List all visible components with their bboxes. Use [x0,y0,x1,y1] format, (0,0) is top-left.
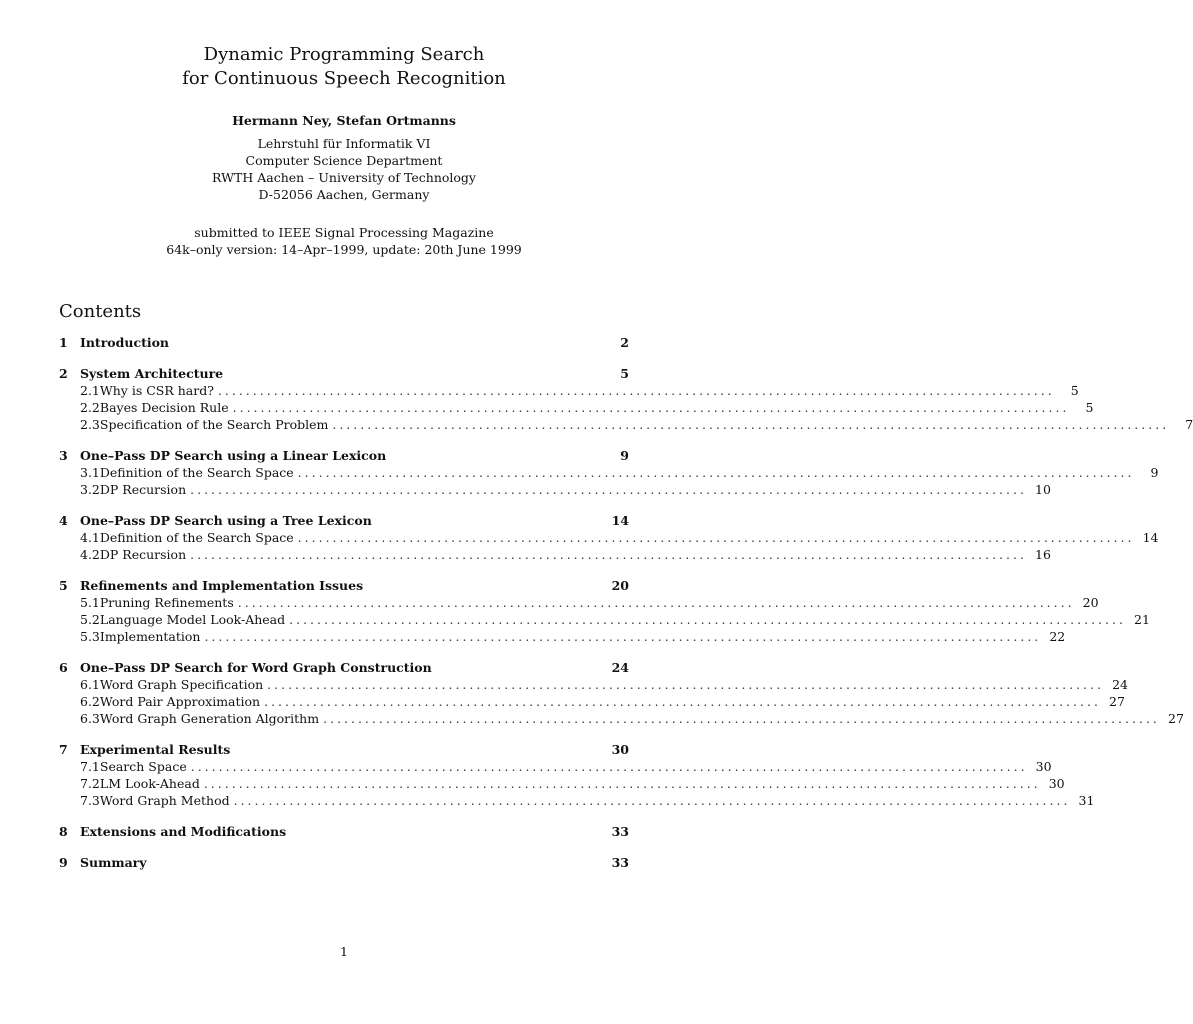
subsection-page: 21 [1134,612,1150,627]
dot-leader: ........................................................................................................................ [233,793,1071,808]
subsection-title: Word Graph Generation Algorithm [99,711,320,726]
affiliation [0,135,688,203]
section-title: One–Pass DP Search for Word Graph Construction [80,660,432,675]
toc-section-row[interactable] [59,824,629,841]
toc-section-row[interactable] [59,513,629,530]
contents-heading: Contents [59,301,142,322]
section-page: 5 [620,366,629,381]
subsection-title: Language Model Look-Ahead [99,612,286,627]
subsection-page: 30 [1035,759,1052,774]
subsection-page: 14 [1142,530,1159,545]
section-title: Refinements and Implementation Issues [80,578,364,593]
toc-section-row[interactable] [59,742,629,759]
toc-section-row[interactable] [59,855,629,872]
dot-leader: ........................................................................................................................ [204,629,1042,644]
dot-leader: ........................................................................................................................ [190,759,1028,774]
section-number: 8 [59,824,68,839]
section-title: System Architecture [80,366,224,381]
dot-leader: ........................................................................................................................ [267,677,1104,692]
dot-leader: ........................................................................................................................ [237,595,1075,610]
subsection-page: 24 [1112,677,1128,692]
dot-leader: ........................................................................................................................ [264,694,1101,709]
section-number: 7 [59,742,68,757]
section-title: One–Pass DP Search using a Linear Lexicon [80,448,387,463]
subsection-title: Why is CSR hard? [99,383,214,398]
subsection-number: 4.1 [80,530,100,545]
subsection-number: 6.1 [80,677,100,692]
toc-section [59,660,1184,728]
section-page: 2 [620,335,629,350]
subsection-number: 7.3 [80,793,100,808]
toc-subsection-row[interactable] [59,417,1193,434]
title-line-1: Dynamic Programming Search [203,44,485,65]
subsection-number: 3.1 [80,465,100,480]
subsection-title: Specification of the Search Problem [99,417,329,432]
subsection-page: 7 [1185,417,1193,432]
toc-section [59,742,1095,810]
dot-leader: ........................................................................................................................ [297,530,1135,545]
subsection-page: 10 [1035,482,1051,497]
section-title: One–Pass DP Search using a Tree Lexicon [80,513,372,528]
toc-section [59,448,1159,499]
subsection-number: 5.3 [80,629,100,644]
subsection-number: 7.1 [80,759,100,774]
dot-leader: ........................................................................................................................ [297,465,1135,480]
toc-subsection-row[interactable] [59,400,1094,417]
section-title: Summary [80,855,147,870]
dot-leader: ........................................................................................................................ [203,776,1041,791]
section-number: 4 [59,513,68,528]
toc-section-row[interactable] [59,578,629,595]
dot-leader: ........................................................................................................................ [289,612,1126,627]
subsection-number: 4.2 [80,547,100,562]
subsection-title: DP Recursion [99,547,187,562]
dot-leader: ........................................................................................................................ [323,711,1160,726]
subsection-title: Definition of the Search Space [99,530,294,545]
version-line: 64k–only version: 14–Apr–1999, update: 20th June 1999 [166,242,522,257]
toc-subsection-row[interactable] [59,595,1099,612]
toc-section [59,335,629,352]
submission-info [0,224,688,258]
toc-subsection-row[interactable] [59,759,1052,776]
toc-subsection-row[interactable] [59,629,1066,646]
subsection-page: 27 [1109,694,1125,709]
section-page: 33 [611,855,629,870]
affiliation-line: Computer Science Department [245,153,443,168]
toc-subsection-row[interactable] [59,383,1079,400]
subsection-page: 16 [1035,547,1051,562]
section-title: Experimental Results [80,742,231,757]
affiliation-line: RWTH Aachen – University of Technology [212,170,476,185]
subsection-page: 9 [1150,465,1159,480]
subsection-page: 20 [1082,595,1099,610]
section-number: 9 [59,855,68,870]
subsection-number: 6.3 [80,711,100,726]
toc-subsection-row[interactable] [59,694,1125,711]
subsection-title: Pruning Refinements [99,595,234,610]
section-page: 33 [611,824,629,839]
section-page: 14 [611,513,629,528]
subsection-number: 2.1 [80,383,100,398]
subsection-title: DP Recursion [99,482,187,497]
submission-line: submitted to IEEE Signal Processing Magazine [194,225,494,240]
toc-section-row[interactable] [59,366,629,383]
subsection-page: 22 [1049,629,1066,644]
section-title: Introduction [80,335,170,350]
page-number: 1 [340,944,348,959]
toc-section-row[interactable] [59,660,629,677]
section-page: 20 [611,578,629,593]
toc-subsection-row[interactable] [59,482,1051,499]
affiliation-line: D-52056 Aachen, Germany [258,187,430,202]
subsection-page: 5 [1085,400,1094,415]
toc-section [59,578,1150,646]
subsection-number: 2.2 [80,400,100,415]
section-number: 1 [59,335,68,350]
toc-section [59,824,629,841]
toc-section [59,855,629,872]
dot-leader: ........................................................................................................................ [190,482,1027,497]
subsection-page: 5 [1070,383,1079,398]
toc-section [59,366,1193,434]
toc-subsection-row[interactable] [59,547,1051,564]
subsection-title: Implementation [99,629,201,644]
subsection-number: 5.1 [80,595,100,610]
authors: Hermann Ney, Stefan Ortmanns [232,113,456,128]
subsection-title: LM Look-Ahead [99,776,200,791]
toc-section-row[interactable] [59,448,629,465]
toc-section-row[interactable] [59,335,629,352]
section-page: 9 [620,448,629,463]
subsection-number: 5.2 [80,612,100,627]
subsection-number: 3.2 [80,482,100,497]
subsection-title: Bayes Decision Rule [99,400,229,415]
toc-subsection-row[interactable] [59,677,1128,694]
subsection-title: Definition of the Search Space [99,465,294,480]
toc-subsection-row[interactable] [59,465,1159,482]
toc-subsection-row[interactable] [59,530,1159,547]
affiliation-line: Lehrstuhl für Informatik VI [257,136,431,151]
subsection-page: 30 [1048,776,1065,791]
dot-leader: ........................................................................................................................ [217,383,1055,398]
dot-leader: ........................................................................................................................ [232,400,1070,415]
subsection-number: 6.2 [80,694,100,709]
dot-leader: ........................................................................................................................ [190,547,1027,562]
section-page: 24 [611,660,629,675]
subsection-title: Search Space [99,759,187,774]
toc-subsection-row[interactable] [59,776,1065,793]
section-number: 6 [59,660,68,675]
table-of-contents [59,335,1193,886]
subsection-page: 31 [1078,793,1095,808]
subsection-page: 27 [1168,711,1184,726]
title-block [0,43,688,258]
section-title: Extensions and Modifications [80,824,287,839]
subsection-number: 7.2 [80,776,100,791]
title-line-2: for Continuous Speech Recognition [182,68,506,89]
subsection-number: 2.3 [80,417,100,432]
toc-subsection-row[interactable] [59,711,1184,728]
subsection-title: Word Pair Approximation [99,694,261,709]
section-number: 5 [59,578,68,593]
paper-title [0,43,688,91]
section-page: 30 [611,742,629,757]
dot-leader: ........................................................................................................................ [332,417,1170,432]
section-number: 3 [59,448,68,463]
toc-subsection-row[interactable] [59,793,1095,810]
subsection-title: Word Graph Method [99,793,230,808]
subsection-title: Word Graph Specification [99,677,264,692]
section-number: 2 [59,366,68,381]
toc-subsection-row[interactable] [59,612,1150,629]
toc-section [59,513,1159,564]
